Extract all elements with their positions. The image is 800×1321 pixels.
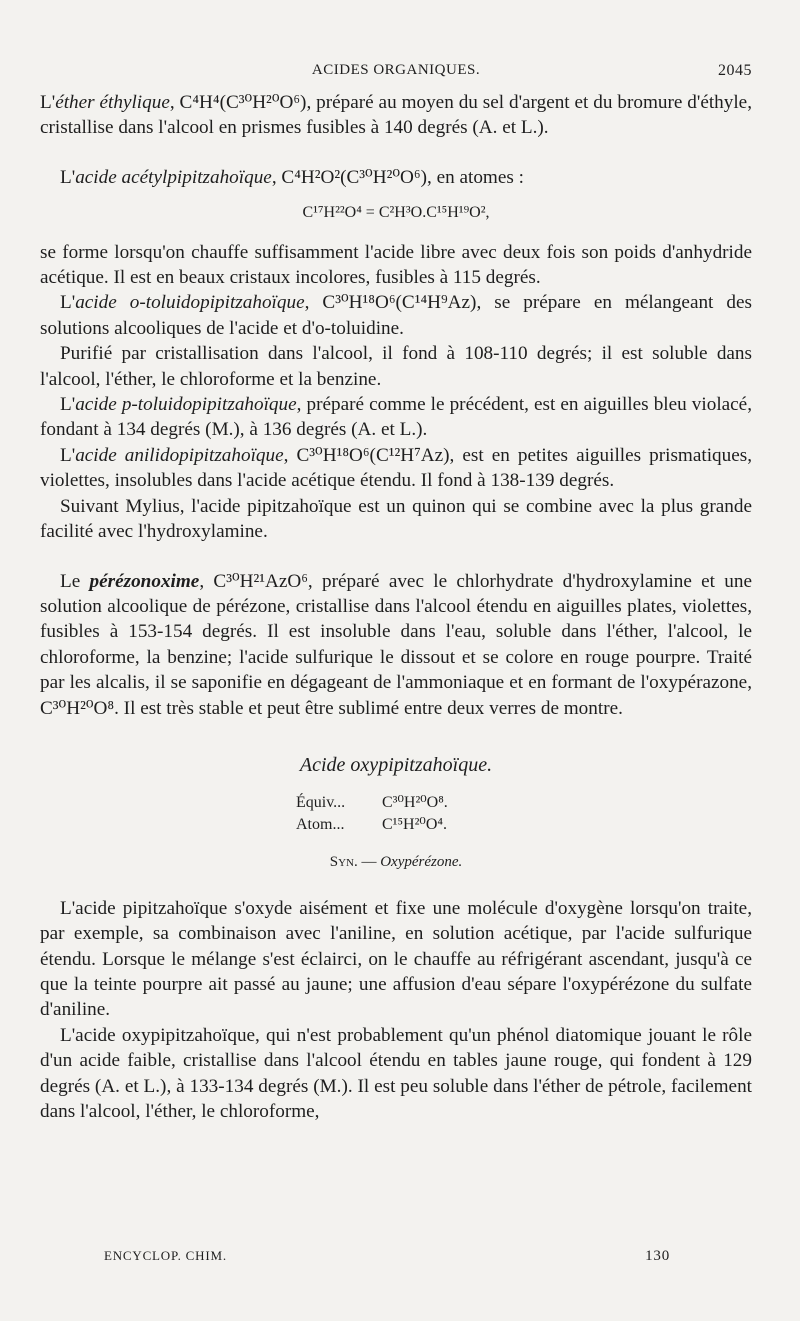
paragraph-purification: Purifié par cristallisation dans l'alcool, il fond à 108-110 degrés; il est soluble dans l'alcool, l'éther, le chloroforme et la benzine.: [40, 343, 752, 390]
paragraph-text: , C³⁰H¹⁸O⁶(C¹⁴H⁹Az), se prépare en mélangeant des solutions alcooliques de l'acide et d'o-toluidine.: [40, 292, 752, 339]
equiv-row: [296, 792, 496, 814]
synonym-line: [40, 850, 752, 875]
paragraph-ether-ethylique: [40, 90, 752, 141]
body-text: [40, 90, 752, 1124]
formula-inline: , C⁴H⁴(C³⁰H²⁰O⁶),: [169, 92, 317, 113]
paragraph-anilido: [40, 443, 752, 494]
paragraph-text: , C³⁰H¹⁸O⁶(C¹²H⁷Az), est en petites aiguilles prismatiques, violettes, insolubles dans l'acide acétique étendu. Il fond à 138-139 degrés.: [40, 444, 752, 492]
compound-name: acide o-toluidopipitzahoïque: [75, 292, 305, 314]
running-head: [40, 60, 752, 86]
paragraph-acetyl-properties: se forme lorsqu'on chauffe suffisamment l'acide libre avec deux fois son poids d'anhydride acétique. Il est en beaux cristaux incolores, fusibles à 115 degrés.: [40, 241, 752, 289]
atom-row: [296, 814, 496, 836]
paragraph-oxypipitzahoique: L'acide oxypipitzahoïque, qui n'est probablement qu'un phénol diatomique jouant le rôle d'un acide faible, cristallise dans l'alcool étendu en tables jaune rouge, qui fondent à 129 degrés (A. et L.), à 133-134 degrés (M.). Il est peu soluble dans l'éther de pétrole, facilement dans l'alcool, l'éther, le chloroforme,: [40, 1024, 752, 1122]
paragraph-o-toluido: [40, 290, 752, 341]
centered-formula: C¹⁷H²²O⁴ = C²H³O.C¹⁵H¹⁹O²,: [302, 204, 490, 222]
paragraph-mylius: Suivant Mylius, l'acide pipitzahoïque est un quinon qui se combine avec la plus grande facilité avec l'hydroxylamine.: [40, 495, 752, 543]
paragraph-text: , C³⁰H²¹AzO⁶, préparé avec le chlorhydrate d'hydroxylamine et une solution alcoolique de pérézone, cristallise dans l'alcool étendu en aiguilles plates, violettes, fusibles à 153-154 degrés. Il est insoluble dans l'eau, soluble dans l'éther, l'alcool, le chloroforme, la benzine; l'acide sulfurique le dissout et se colore en rouge pourpre. Traité par les alcalis, il se saponifie en dégageant de l'ammoniaque et en formant de l'oxypérazone, C³⁰H²⁰O⁸. Il est très stable et peut être sublimé entre deux verres de montre.: [40, 570, 752, 719]
synonym-dash: —: [357, 854, 381, 871]
section-title: Acide oxypipitzahoïque.: [299, 753, 493, 776]
paragraph-perezonoxime: [40, 569, 752, 721]
paragraph-acide-acetyl: [40, 165, 752, 190]
running-head-title: ACIDES ORGANIQUES.: [311, 62, 481, 78]
compound-name: pérézonoxime: [89, 570, 200, 592]
compound-name: éther éthylique: [55, 92, 170, 113]
paragraph-text: , C⁴H²O²(C³⁰H²⁰O⁶), en atomes :: [271, 166, 524, 188]
synonym-name: Oxypérézone.: [380, 854, 463, 871]
equivalents-block: [296, 792, 496, 836]
compound-name: acide p-toluidopipitzahoïque: [75, 394, 297, 416]
paragraph-lead: L': [60, 292, 76, 314]
equiv-label: Équiv...: [296, 794, 346, 812]
page-footer: [104, 1248, 670, 1270]
paragraph-p-toluido: [40, 392, 752, 443]
compound-name: acide anilidopipitzahoïque: [75, 444, 284, 466]
paragraph-text: , préparé comme le précédent, est en aiguilles bleu violacé, fondant à 134 degrés (M.), à 136 degrés (A. et L.).: [40, 394, 752, 441]
paragraph-lead: L': [60, 166, 76, 188]
paragraph-lead: L': [60, 444, 76, 466]
atom-value: C¹⁵H²⁰O⁴.: [382, 816, 447, 834]
atom-label: Atom...: [296, 816, 345, 834]
page-number: 2045: [718, 62, 752, 79]
paragraph-lead: L': [40, 92, 56, 113]
paragraph-lead: Le: [60, 570, 90, 592]
paragraph-lead: L': [60, 394, 76, 416]
synonym-label: Syn.: [329, 854, 358, 871]
footer-signature: ENCYCLOP. CHIM.: [104, 1248, 227, 1263]
paragraph-oxidation: L'acide pipitzahoïque s'oxyde aisément et fixe une molécule d'oxygène lorsqu'on traite, par exemple, sa combinaison avec l'aniline, en solution acétique, par l'acide sulfurique étendu. Lorsque le mélange s'est éclairci, on le chauffe au réfrigérant ascendant, jusqu'à ce que la teinte pourpre ait passé au jaune; une affusion d'eau sépare l'oxypérézone du sulfate d'aniline.: [40, 897, 752, 1021]
footer-sheet-number: 130: [645, 1248, 670, 1264]
equiv-value: C³⁰H²⁰O⁸.: [382, 794, 448, 812]
paragraph-text: préparé au moyen du sel d'argent et du bromure d'éthyle, cristallise dans l'alcool en prismes fusibles à 140 degrés (A. et L.).: [40, 92, 752, 139]
compound-name: acide acétylpipitzahoïque: [75, 166, 272, 188]
